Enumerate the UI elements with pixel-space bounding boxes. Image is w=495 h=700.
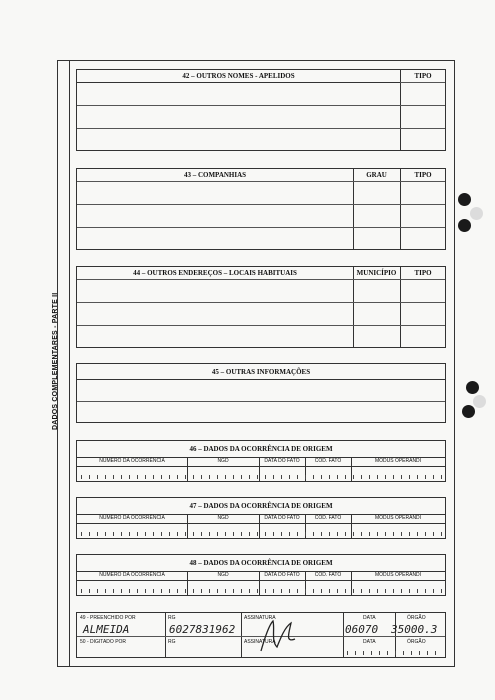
tick [281, 532, 282, 536]
tick [393, 532, 394, 536]
rg2-label: RG [168, 639, 176, 645]
tick [337, 589, 338, 593]
col-cod-fato: CÓD. FATO [314, 515, 342, 521]
tick [209, 532, 210, 536]
tick [369, 589, 370, 593]
col-cod-fato: CÓD. FATO [314, 458, 342, 464]
tick [113, 475, 114, 479]
tick [313, 475, 314, 479]
tick [265, 532, 266, 536]
tick [249, 589, 250, 593]
tick [97, 532, 98, 536]
tick [401, 532, 402, 536]
tick [201, 532, 202, 536]
tick [393, 475, 394, 479]
footer-box [76, 612, 446, 658]
tick [321, 475, 322, 479]
tick [419, 651, 420, 655]
tick [289, 532, 290, 536]
tick [145, 475, 146, 479]
col-data-fato: DATA DO FATO [264, 458, 300, 464]
row-line [77, 279, 445, 280]
tick [353, 475, 354, 479]
assinatura-label: ASSINATURA [244, 615, 276, 621]
section-43-box [76, 168, 446, 250]
tick [417, 532, 418, 536]
section-43-col-grau: GRAU [366, 171, 387, 179]
tick [305, 532, 306, 536]
tick [345, 532, 346, 536]
tick [89, 532, 90, 536]
occurrence-46-box [76, 440, 446, 482]
tick [363, 651, 364, 655]
tick [177, 475, 178, 479]
tick [185, 532, 186, 536]
orgao2-label: ÓRGÃO [407, 639, 426, 645]
col-data-fato: DATA DO FATO [264, 515, 300, 521]
tick [313, 532, 314, 536]
tick [417, 475, 418, 479]
tick [281, 475, 282, 479]
row-line [77, 401, 445, 402]
tick [385, 589, 386, 593]
tick [353, 532, 354, 536]
tick [177, 589, 178, 593]
data2-label: DATA [363, 639, 376, 645]
punch-hole [470, 207, 483, 220]
col-data-fato: DATA DO FATO [264, 572, 300, 578]
side-title: DADOS COMPLEMENTARES - PARTE II [52, 292, 59, 430]
tick [201, 475, 202, 479]
tick [297, 475, 298, 479]
tick [393, 589, 394, 593]
tick [81, 475, 82, 479]
tick [137, 532, 138, 536]
row-line [77, 302, 445, 303]
tick [433, 475, 434, 479]
tick [209, 475, 210, 479]
col-numero-ocorrencia: NÚMERO DA OCORRÊNCIA [99, 572, 165, 578]
tick [121, 475, 122, 479]
tick [137, 475, 138, 479]
tick [369, 475, 370, 479]
tick [377, 475, 378, 479]
col-numero-ocorrencia: NÚMERO DA OCORRÊNCIA [99, 515, 165, 521]
tick [441, 532, 442, 536]
tick [337, 532, 338, 536]
tick [105, 475, 106, 479]
row-line [77, 181, 445, 182]
tick [185, 475, 186, 479]
tick [273, 475, 274, 479]
tick [129, 589, 130, 593]
tick [409, 589, 410, 593]
section-42-col-tipo: TIPO [414, 72, 432, 80]
tick [273, 589, 274, 593]
tick [161, 532, 162, 536]
tick [435, 651, 436, 655]
digitado-label: 50 - DIGITADO POR [80, 639, 127, 645]
column-divider [165, 613, 166, 657]
tick [329, 475, 330, 479]
tick [265, 475, 266, 479]
col-cod-fato: CÓD. FATO [314, 572, 342, 578]
row-line [77, 227, 445, 228]
section-42-box [76, 69, 446, 151]
tick [265, 589, 266, 593]
tick [371, 651, 372, 655]
tick [161, 475, 162, 479]
tick [289, 589, 290, 593]
tick [153, 532, 154, 536]
tick [361, 589, 362, 593]
occurrence-47-title: 47 – DADOS DA OCORRÊNCIA DE ORIGEM [77, 498, 445, 515]
punch-hole [462, 405, 475, 418]
tick-marks [77, 531, 445, 536]
tick [377, 532, 378, 536]
tick [217, 589, 218, 593]
tick [225, 532, 226, 536]
occurrence-48-box [76, 554, 446, 596]
tick-marks [77, 588, 445, 593]
occurrence-48-title: 48 – DADOS DA OCORRÊNCIA DE ORIGEM [77, 555, 445, 572]
row-line [77, 325, 445, 326]
tick [257, 589, 258, 593]
tick [425, 589, 426, 593]
punch-hole [458, 193, 471, 206]
tick [129, 475, 130, 479]
tick [441, 589, 442, 593]
tick [161, 589, 162, 593]
tick [121, 532, 122, 536]
tick [425, 532, 426, 536]
tick [425, 475, 426, 479]
col-ngd: NGD [217, 458, 229, 464]
tick [193, 475, 194, 479]
section-43-title: 43 – COMPANHIAS [77, 169, 353, 182]
tick [97, 475, 98, 479]
occurrence-columns [77, 514, 445, 524]
tick [209, 589, 210, 593]
tick [153, 589, 154, 593]
tick [249, 475, 250, 479]
tick [345, 475, 346, 479]
tick [441, 475, 442, 479]
tick [97, 589, 98, 593]
tick [217, 475, 218, 479]
tick [129, 532, 130, 536]
tick [169, 532, 170, 536]
tick [411, 651, 412, 655]
tick [387, 651, 388, 655]
tick [249, 532, 250, 536]
tick [355, 651, 356, 655]
tick [401, 475, 402, 479]
tick [169, 589, 170, 593]
rg-value: 6027831962 [169, 623, 236, 636]
tick [347, 651, 348, 655]
tick [113, 589, 114, 593]
tick [145, 589, 146, 593]
tick [361, 532, 362, 536]
section-44-col-tipo: TIPO [414, 269, 432, 277]
tick [395, 651, 396, 655]
section-44-col-municipio: MUNICÍPIO [356, 269, 397, 277]
tick [403, 651, 404, 655]
rg-label: RG [168, 615, 176, 621]
tick [185, 589, 186, 593]
col-ngd: NGD [217, 515, 229, 521]
tick [193, 532, 194, 536]
tick [225, 589, 226, 593]
tick [417, 589, 418, 593]
preenchido-value: ALMEIDA [83, 623, 130, 636]
tick-marks [343, 650, 445, 655]
section-45-box [76, 363, 446, 423]
signature-mark [255, 617, 305, 655]
tick [81, 532, 82, 536]
section-44-title: 44 – OUTROS ENDEREÇOS – LOCAIS HABITUAIS [77, 267, 353, 280]
tick [193, 589, 194, 593]
orgao-label: ÓRGÃO [407, 615, 426, 621]
tick [217, 532, 218, 536]
tick [105, 532, 106, 536]
tick [105, 589, 106, 593]
tick [257, 475, 258, 479]
tick [233, 589, 234, 593]
tick [81, 589, 82, 593]
tick [257, 532, 258, 536]
col-numero-ocorrencia: NÚMERO DA OCORRÊNCIA [99, 458, 165, 464]
tick [337, 475, 338, 479]
tick [169, 475, 170, 479]
tick [297, 589, 298, 593]
tick [369, 532, 370, 536]
occurrence-47-box [76, 497, 446, 539]
tick [241, 532, 242, 536]
tick [137, 589, 138, 593]
tick [377, 589, 378, 593]
assinatura2-label: ASSINATURA [244, 639, 276, 645]
tick [305, 475, 306, 479]
row-line [77, 128, 445, 129]
tick [353, 589, 354, 593]
tick [113, 532, 114, 536]
tick [345, 589, 346, 593]
tick [273, 532, 274, 536]
tick [201, 589, 202, 593]
tick [329, 532, 330, 536]
tick [297, 532, 298, 536]
section-45-title: 45 – OUTRAS INFORMAÇÕES [77, 364, 445, 380]
tick [409, 475, 410, 479]
tick [385, 475, 386, 479]
row-line [400, 82, 445, 83]
tick [433, 532, 434, 536]
tick [305, 589, 306, 593]
data-value: 06070 [345, 623, 379, 636]
tick [233, 475, 234, 479]
tick [361, 475, 362, 479]
tick [289, 475, 290, 479]
section-42-title: 42 – OUTROS NOMES - APELIDOS [77, 70, 400, 83]
section-43-col-tipo: TIPO [414, 171, 432, 179]
occurrence-46-title: 46 – DADOS DA OCORRÊNCIA DE ORIGEM [77, 441, 445, 458]
tick [145, 532, 146, 536]
tick [379, 651, 380, 655]
occurrence-columns [77, 571, 445, 581]
tick [329, 589, 330, 593]
row-line [77, 204, 445, 205]
tick [433, 589, 434, 593]
section-44-box [76, 266, 446, 348]
row-line [77, 105, 445, 106]
col-ngd: NGD [217, 572, 229, 578]
tick [313, 589, 314, 593]
tick [321, 589, 322, 593]
tick [321, 532, 322, 536]
punch-hole [458, 219, 471, 232]
tick [281, 589, 282, 593]
tick [385, 532, 386, 536]
tick [241, 475, 242, 479]
tick [89, 475, 90, 479]
tick [233, 532, 234, 536]
punch-hole [473, 395, 486, 408]
col-modus-operandi: MODUS OPERANDI [374, 458, 422, 464]
tick [177, 532, 178, 536]
occurrence-columns [77, 457, 445, 467]
data-label: DATA [363, 615, 376, 621]
column-divider [241, 613, 242, 657]
col-modus-operandi: MODUS OPERANDI [374, 515, 422, 521]
tick [121, 589, 122, 593]
orgao-value: 35000.3 [391, 623, 438, 636]
sidebar-divider [69, 60, 70, 667]
tick [401, 589, 402, 593]
tick [153, 475, 154, 479]
tick [427, 651, 428, 655]
tick [89, 589, 90, 593]
tick-marks [77, 474, 445, 479]
tick [241, 589, 242, 593]
col-modus-operandi: MODUS OPERANDI [374, 572, 422, 578]
tick [225, 475, 226, 479]
punch-hole [466, 381, 479, 394]
preenchido-label: 49 - PREENCHIDO POR [80, 615, 136, 621]
tick [409, 532, 410, 536]
